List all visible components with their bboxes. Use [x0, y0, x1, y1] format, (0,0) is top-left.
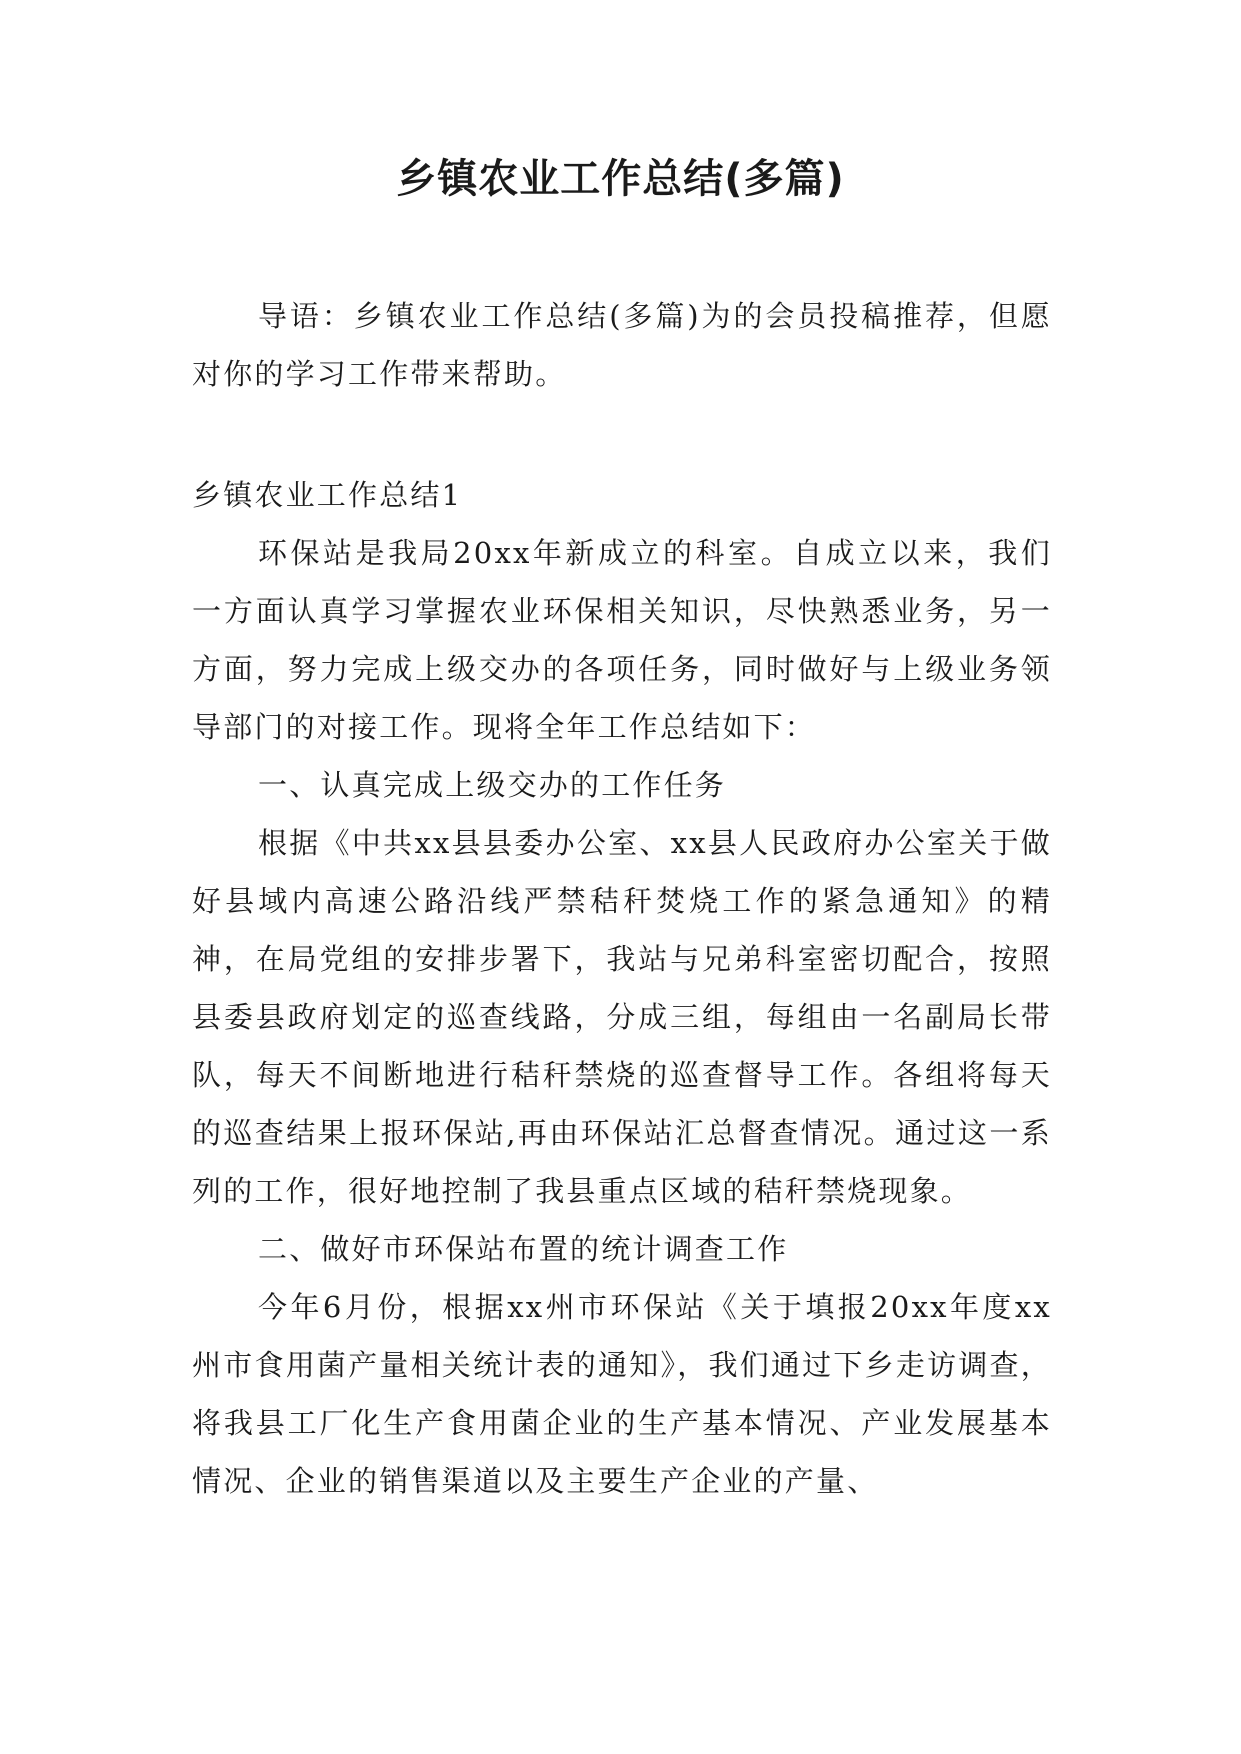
body-paragraph: 根据《中共xx县县委办公室、xx县人民政府办公室关于做好县域内高速公路沿线严禁秸秆焚烧工作的紧急通知》的精神，在局党组的安排步署下，我站与兄弟科室密切配合，按照县委县政府划定的巡查线路，分成三组，每组由一名副局长带队，每天不间断地进行秸秆禁烧的巡查督导工作。各组将每天的巡查结果上报环保站,再由环保站汇总督查情况。通过这一系列的工作，很好地控制了我县重点区域的秸秆禁烧现象。: [192, 826, 1052, 1208]
intro-paragraph: 导语：乡镇农业工作总结(多篇)为的会员投稿推荐，但愿对你的学习工作带来帮助。: [192, 299, 1052, 391]
subheading-2: 二、做好市环保站布置的统计调查工作: [258, 1232, 789, 1266]
document-title: 乡镇农业工作总结(多篇): [396, 156, 845, 202]
section-heading: 乡镇农业工作总结1: [192, 478, 463, 512]
section-1: [192, 466, 1052, 1510]
body-paragraph: 环保站是我局20xx年新成立的科室。自成立以来，我们一方面认真学习掌握农业环保相关知识，尽快熟悉业务，另一方面，努力完成上级交办的各项任务，同时做好与上级业务领导部门的对接工作。现将全年工作总结如下：: [192, 536, 1052, 744]
subheading-1: 一、认真完成上级交办的工作任务: [258, 768, 727, 802]
body-paragraph: 今年6月份，根据xx州市环保站《关于填报20xx年度xx州市食用菌产量相关统计表的通知》，我们通过下乡走访调查，将我县工厂化生产食用菌企业的生产基本情况、产业发展基本情况、企业的销售渠道以及主要生产企业的产量、: [192, 1290, 1052, 1498]
